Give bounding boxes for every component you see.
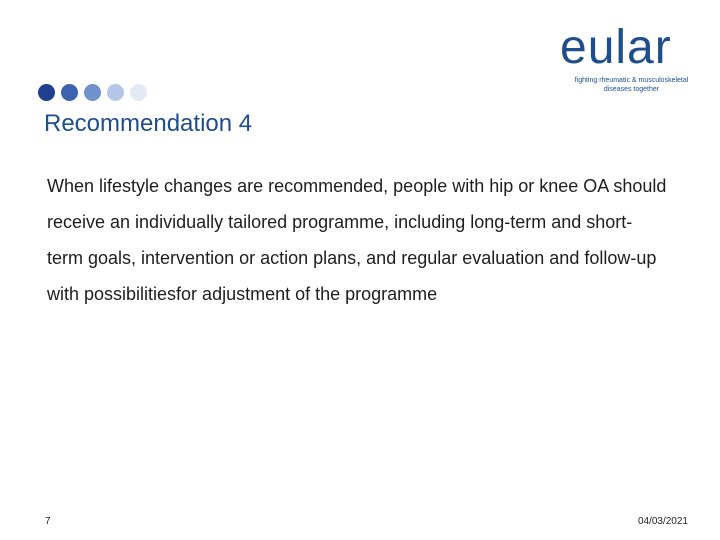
slide-date: 04/03/2021 <box>637 516 688 527</box>
logo-tagline-line1: fighting rheumatic & musculoskeletal <box>574 77 689 84</box>
eular-logo <box>560 21 705 94</box>
decorative-dots <box>38 84 158 102</box>
dot-5-icon <box>130 84 147 101</box>
dot-1-icon <box>38 84 55 101</box>
dot-4-icon <box>107 84 124 101</box>
dot-2-icon <box>61 84 78 101</box>
slide-title: Recommendation 4 <box>44 110 253 137</box>
logo-tagline <box>564 76 699 94</box>
recommendation-text: When lifestyle changes are recommended, people with hip or knee OA should receive an individually tailored programme, including long-term and short-term goals, intervention or action plans, and regular evaluation and follow-up with possibilitiesfor adjustment of the programme <box>47 176 667 304</box>
logo-tagline-line2: diseases together <box>603 86 660 93</box>
dot-3-icon <box>84 84 101 101</box>
slide-number: 7 <box>45 516 51 527</box>
logo-wordmark: eular <box>560 21 672 74</box>
